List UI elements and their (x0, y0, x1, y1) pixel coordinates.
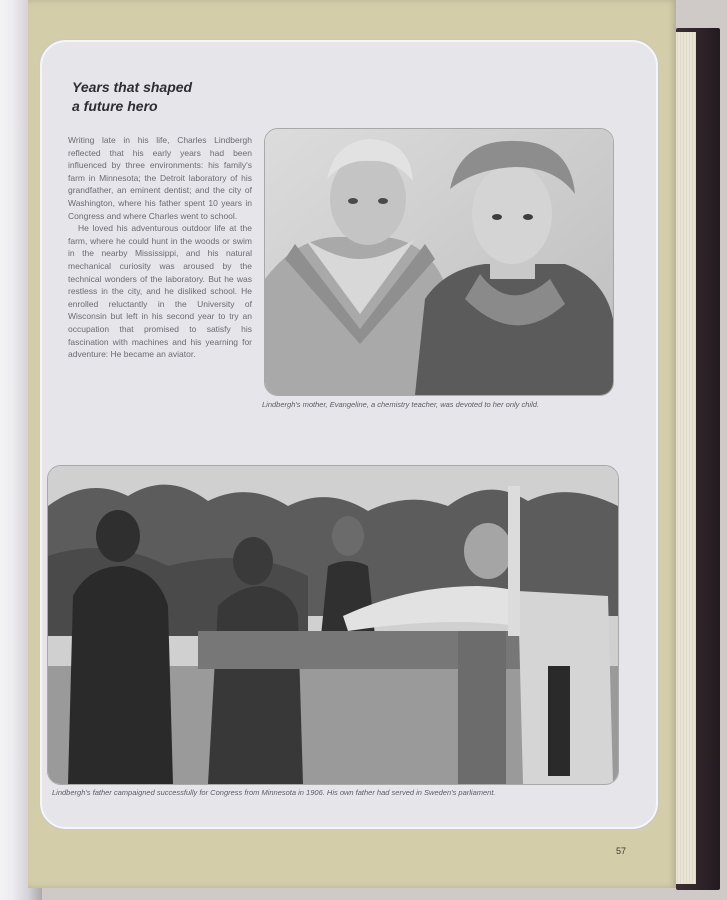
campaign-rally-photo-image (48, 466, 618, 784)
page-number: 57 (616, 846, 627, 856)
article-body (68, 134, 252, 361)
content-panel (40, 40, 658, 829)
heading-line-2: a future hero (72, 98, 158, 114)
portrait-caption: Lindbergh's mother, Evangeline, a chemistry teacher, was devoted to her only child. (262, 400, 540, 409)
paragraph-2: He loved his adventurous outdoor life at the farm, where he could hunt in the woods or swim in the nearby Mississippi, and his natural mechanical curiosity was aroused by the technical wonders of the laboratory. But he was restless in the city, and he disliked school. He enrolled reluctantly in the University of Wisconsin but left in his second year to try an occupation that promised to satisfy his fascination with machines and his yearning for adventure: He became an aviator. (68, 223, 252, 360)
article-heading (72, 78, 252, 116)
book-page (28, 0, 676, 888)
campaign-rally-photo (47, 465, 619, 785)
portrait-photo (264, 128, 614, 396)
portrait-photo-image (265, 129, 613, 395)
heading-line-1: Years that shaped (72, 79, 193, 95)
campaign-caption: Lindbergh's father campaigned successfully for Congress from Minnesota in 1906. His own father had served in Sweden's parliament. (52, 788, 496, 797)
paragraph-1: Writing late in his life, Charles Lindbergh reflected that his early years had been influenced by three environments: his family's farm in Minnesota; the Detroit laboratory of his grandfather, an eminent dentist; and the city of Washington, where his father spent 10 years in Congress and where Charles went to school. (68, 135, 252, 221)
